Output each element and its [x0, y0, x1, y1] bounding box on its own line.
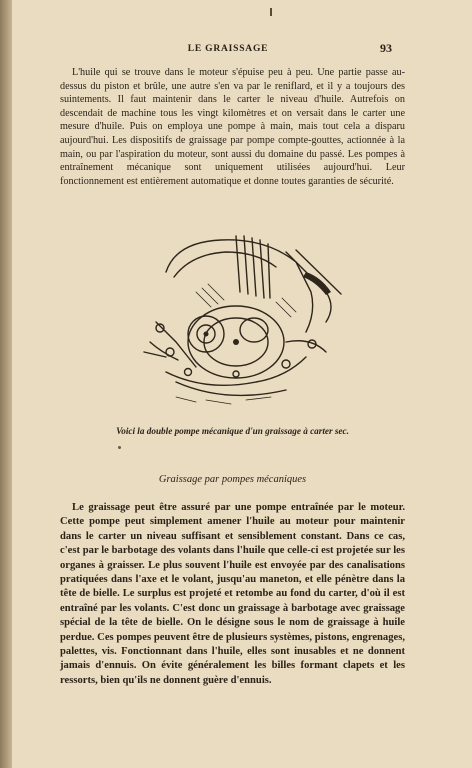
section-heading: Graissage par pompes mécaniques [158, 474, 307, 485]
figure-caption: Voici la double pompe mécanique d'un graissage à carter sec. [116, 426, 349, 436]
running-header [0, 41, 472, 60]
page-gutter [0, 0, 12, 768]
intro-paragraph: L'huile qui se trouve dans le moteur s'épuise peu à peu. Une partie passe au-dessus du piston et brûle, une autre s'en va par le reniflard, et il y a toujours des suintements. Il faut maintenir dans le carter le niveau d'huile. Autrefois on descendait de machine tous les vingt kilomètres et on versait dans le carter une mesure d'huile. Puis on employa une pompe à main, mais tout cela a disparu aujourd'hui. Les dispositifs de graissage par pompe compte-gouttes, actionnée à la main, ou par l'aspiration du moteur, sont aussi du domaine du passé. Les pompes à entraînement mécanique sont uniquement utilisées aujourd'hui. Leur fonctionnement est entièrement automatique et donne toutes garanties de sécurité. [60, 67, 405, 187]
chapter-title: LE GRAISSAGE [187, 44, 269, 54]
section-paragraph: Le graissage peut être assuré par une pompe entraînée par le moteur. Cette pompe peut simplement amener l'huile au moteur pour maintenir dans le carter un niveau suffisant et sensiblement constant. Dans ce cas, c'est par le barbotage des volants dans l'huile que celle-ci est projetée sur les organes à graisser. Le plus souvent l'huile est envoyée par des canalisations pratiquées dans l'axe et le volant, jusqu'au maneton, et elle pénètre dans la tête de bielle. Le surplus est projeté et retombe au fond du carter, d'où il est entraîné par les volants. C'est donc un graissage à barbotage avec graissage spécial de la tête de bielle. On le désigne sous le nom de graissage à huile perdue. Ces pompes peuvent être de plusieurs systèmes, pistons, engrenages, palettes, vis. Fonctionnant dans l'huile, elles sont inusables et ne donnent jamais d'ennuis. On évite généralement les billes formant clapets et les ressorts, bien qu'ils ne donnent guère d'ennuis. [60, 502, 405, 686]
page-number: 93 [380, 41, 392, 55]
ink-speck [118, 446, 121, 449]
pump-illustration [136, 232, 348, 410]
top-mark [270, 8, 272, 16]
pump-drawing [136, 232, 348, 410]
